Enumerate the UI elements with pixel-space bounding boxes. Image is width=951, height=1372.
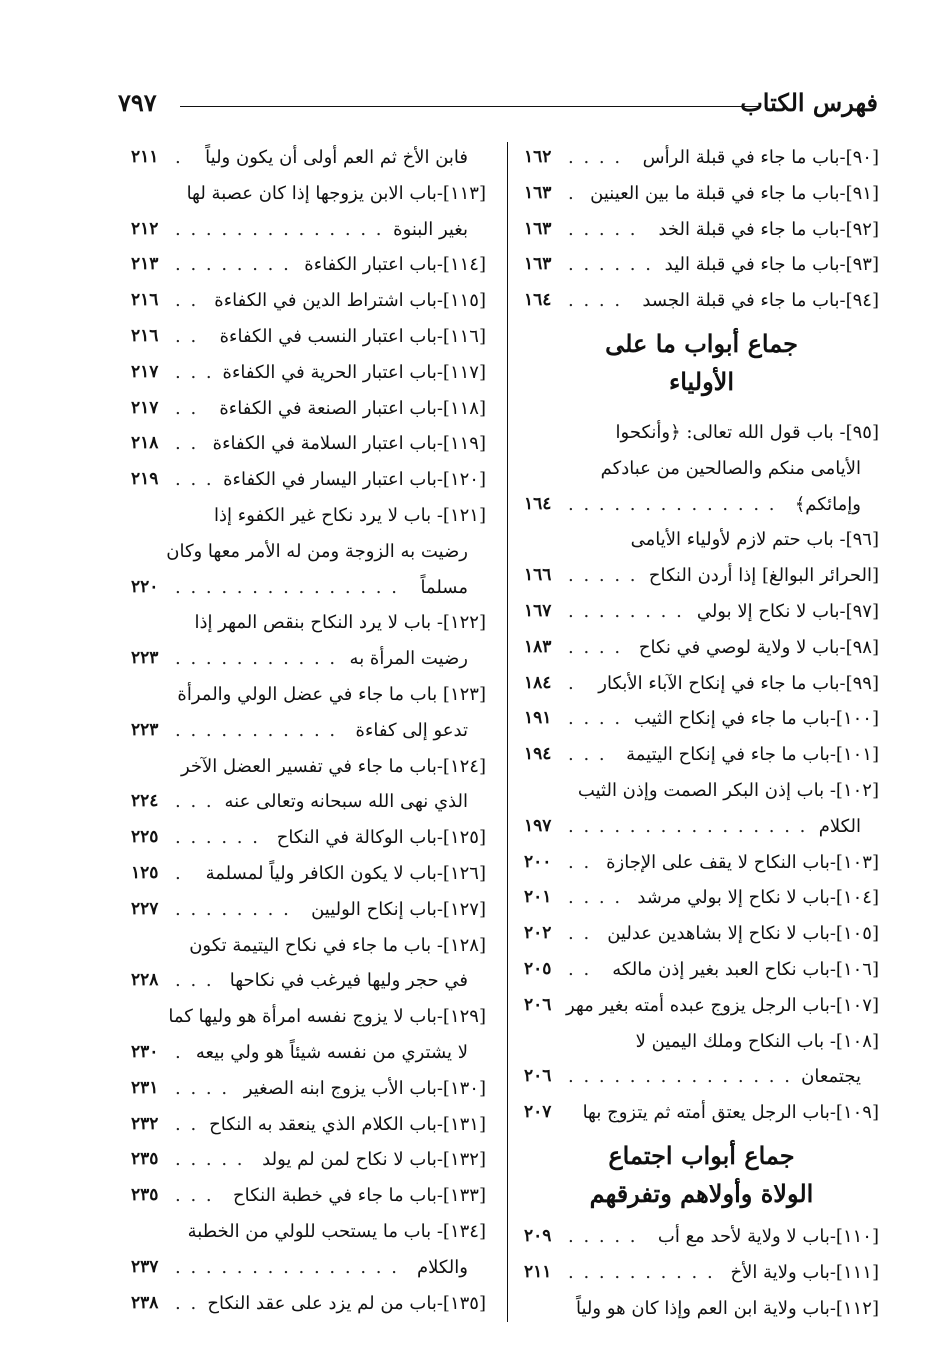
index-entry (524, 594, 879, 630)
entry-page-number: ٢١٦ (131, 325, 159, 346)
index-entry (131, 391, 486, 427)
entry-page-number: ١٨٣ (524, 636, 552, 657)
index-entry (524, 916, 879, 952)
entry-title: [١٠٤]-باب لا نكاح إلا بولي مرشد (637, 887, 879, 909)
index-entry (524, 701, 879, 737)
index-entry (524, 451, 879, 487)
entry-title: [١٠٩]-باب الرجل يعتق أمته ثم يتزوج بها (582, 1102, 879, 1124)
entry-title: [١٢٢]- باب لا يرد النكاح بنقص المهر إذا (194, 612, 486, 634)
entry-page-number: ٢١٦ (131, 290, 159, 311)
leader-dots: . . . (175, 469, 214, 491)
entry-title: [١٠٧]-باب الرجل يزوج عبده أمته بغير مهر (565, 994, 879, 1016)
leader-dots: . . . . . . . . (568, 600, 684, 622)
entry-title: [١٢٤]-باب ما جاء في تفسير العضل الآخر (180, 755, 486, 777)
index-entry (131, 963, 486, 999)
index-entry (131, 283, 486, 319)
entry-title: [١٢١]- باب لا يرد نكاح غير الكفوء إذا (213, 504, 486, 526)
index-entry (524, 283, 879, 319)
entry-title: [١١١]-باب ولاية الأخ (730, 1261, 879, 1283)
entry-title: الكلام (818, 815, 861, 837)
leader-dots: . . . . . . . . . . . . . . . (175, 1256, 399, 1278)
entry-page-number: ٢١١ (524, 1261, 552, 1282)
entry-title: في حجر وليها فيرغب في نكاحها (229, 970, 468, 992)
entry-page-number: ٢٢٣ (131, 648, 159, 669)
page-number: ٧٩٧ (118, 88, 157, 117)
entry-title: [٩٦]- باب حتم لازم لأولياء الأيامى (630, 529, 879, 551)
entry-title: [١١٧]-باب اعتبار الحرية في الكفاءة (222, 361, 486, 383)
leader-dots: . . . . . (568, 565, 638, 587)
index-entry (131, 1178, 486, 1214)
index-entry (131, 247, 486, 283)
entry-title: [١٣٢]-باب لا نكاح لمن لم يولد (262, 1149, 486, 1171)
right-column (524, 140, 879, 1326)
index-entry (524, 1291, 879, 1327)
entry-page-number: ٢٠٦ (524, 994, 552, 1015)
leader-dots: . . . . . . . . . . . . . . . (568, 1066, 792, 1088)
entry-title: [١٠٥]-باب لا نكاح إلا بشاهدين عدلين (607, 923, 879, 945)
section-heading-line: الولاة وأولاهم وتفرقهم (589, 1178, 814, 1208)
index-entry (524, 1024, 879, 1060)
index-entry (524, 988, 879, 1024)
leader-dots: . . . . (568, 290, 623, 312)
leader-dots: . (175, 147, 183, 168)
entry-title: [٩٧]-باب لا نكاح إلا بولي (696, 600, 879, 622)
index-entry (131, 319, 486, 355)
index-entry (524, 1059, 879, 1095)
entry-title: [١٢٥]-باب الوكالة في النكاح (276, 827, 486, 849)
entry-title: [٩٢]-باب ما جاء في قبلة الخد (658, 218, 879, 240)
entry-page-number: ٢٠٠ (524, 851, 552, 872)
entry-title: [١١٩]-باب اعتبار السلامة في الكفاءة (212, 433, 486, 455)
entry-title: [١٢٨]- باب ما جاء في نكاح اليتيمة تكون (189, 934, 486, 956)
leader-dots: . . . . . . (568, 254, 653, 276)
entry-title: [١٢٣] باب ما جاء في عضل الولي والمرأة (177, 683, 486, 705)
header-rule (180, 106, 760, 107)
entry-title: رضيت به الزوجة ومن له الأمر معها وكان (166, 540, 468, 562)
section-heading-line: جماع أبواب اجتماع (608, 1140, 795, 1170)
leader-dots: . . . . . (175, 1149, 245, 1171)
index-entry (524, 1219, 879, 1255)
entry-page-number: ٢١٢ (131, 218, 159, 239)
entry-page-number: ٢٣٢ (131, 1113, 159, 1134)
entry-page-number: ٢٠١ (524, 887, 552, 908)
index-entry (131, 749, 486, 785)
page-header (118, 88, 878, 122)
entry-page-number: ٢١١ (131, 147, 159, 167)
index-entry (524, 630, 879, 666)
index-entry (524, 773, 879, 809)
entry-title: [٩١]-باب ما جاء في قبلة ما بين العينين (590, 182, 879, 204)
entry-page-number: ١٦٤ (524, 290, 552, 311)
entry-title: [٩٥]- باب قول الله تعالى: ﴿وأنكحوا (615, 421, 879, 443)
entry-title: [١٠٣]-باب النكاح لا يقف على الإجازة (606, 851, 879, 873)
entry-page-number: ١٨٤ (524, 672, 552, 693)
index-entry (524, 558, 879, 594)
entry-title: والكلام (416, 1256, 468, 1278)
entry-title: [١٣٥]-باب من لم يزد على عقد النكاح (207, 1292, 486, 1314)
entry-page-number: ١٦٣ (524, 218, 552, 239)
leader-dots: . . . . . . . . (175, 254, 291, 276)
section-heading-line: جماع أبواب ما على (605, 328, 798, 358)
entry-page-number: ٢٠٦ (524, 1066, 552, 1087)
leader-dots: . . (568, 958, 592, 980)
entry-title: [١٠٦]-باب نكاح العبد بغير إذن مالكه (612, 958, 879, 980)
entry-title: مسلماً (420, 576, 468, 598)
entry-title: [٩٣]-باب ما جاء في قبلة اليد (664, 254, 879, 276)
leader-dots: . . . . . . . . . . . . . . . (175, 576, 399, 598)
entry-page-number: ٢٣٥ (131, 1185, 159, 1206)
index-entry (131, 498, 486, 534)
entry-title: [١١٠]-باب لا ولاية لأحد مع أب (657, 1225, 879, 1247)
index-entry (524, 952, 879, 988)
entry-page-number: ٢١٣ (131, 254, 159, 275)
index-entry (131, 1142, 486, 1178)
entry-title: [١٠٢]- باب إذن البكر الصمت وإذن الثيب (577, 779, 879, 801)
index-entry (524, 1255, 879, 1291)
index-entry (131, 784, 486, 820)
leader-dots: . . . (175, 791, 214, 813)
index-entry (524, 880, 879, 916)
entry-title: [الحرائر البوالغ] إذا أردن النكاح (648, 565, 879, 587)
entry-page-number: ٢٣٥ (131, 1149, 159, 1170)
index-entry (131, 1250, 486, 1286)
leader-dots: . . . . (568, 147, 623, 168)
entry-title: [١١٤]-باب اعتبار الكفاءة (304, 254, 486, 276)
entry-title: [٩٠]-باب ما جاء في قبلة الرأس (642, 147, 879, 168)
entry-title: [١٣٠]-باب الأب يزوج ابنه الصغير (243, 1077, 486, 1099)
entry-title: وإمائكم﴾ (794, 493, 861, 515)
index-entry (131, 641, 486, 677)
entry-title: [٩٩]-باب ما جاء في إنكاح الآباء الأبكار (598, 672, 879, 694)
leader-dots: . . . . (568, 708, 623, 730)
leader-dots: . . (175, 325, 199, 347)
entry-page-number: ٢٠٩ (524, 1225, 552, 1246)
leader-dots: . . (175, 397, 199, 419)
leader-dots: . . . . . (568, 218, 638, 240)
leader-dots: . . (568, 923, 592, 945)
leader-dots: . . (175, 433, 199, 455)
index-entry (131, 820, 486, 856)
entry-page-number: ٢٢٧ (131, 898, 159, 919)
leader-dots: . . . . (175, 1077, 230, 1099)
index-entry (131, 570, 486, 606)
index-entry (524, 247, 879, 283)
section-heading-line: الأولياء (668, 366, 735, 396)
leader-dots: . (568, 672, 576, 694)
index-entry (131, 892, 486, 928)
leader-dots: . . (175, 1292, 199, 1314)
entry-page-number: ١٩٤ (524, 744, 552, 765)
entry-page-number: ١٦٢ (524, 147, 552, 167)
entry-page-number: ٢٢٨ (131, 970, 159, 991)
entry-title: [١٢٦]-باب لا يكون الكافر ولياً لمسلمة (205, 862, 486, 884)
leader-dots: . . . . . . (175, 827, 260, 849)
entry-page-number: ٢٢٣ (131, 719, 159, 740)
leader-dots: . . . . (568, 636, 623, 658)
entry-title: [١٣٤]- باب ما يستحب للولي من الخطبة (187, 1220, 486, 1242)
leader-dots: . . . (568, 744, 607, 766)
entry-page-number: ١٩٧ (524, 815, 552, 836)
leader-dots: . . . (175, 1185, 214, 1207)
index-entry (524, 415, 879, 451)
index-entry (524, 737, 879, 773)
entry-page-number: ٢١٩ (131, 469, 159, 490)
entry-title: [٩٤]-باب ما جاء في قبلة الجسد (642, 290, 879, 312)
index-title: فهرس الكتاب (740, 88, 878, 117)
entry-title: لا يشتري من نفسه شيئاً هو ولي بيعه (195, 1041, 468, 1063)
entry-title: رضيت المرأة به (349, 648, 468, 670)
index-entry (131, 713, 486, 749)
entry-page-number: ٢٢٠ (131, 576, 159, 597)
entry-title: [١٣٣]-باب ما جاء في خطبة النكاح (233, 1185, 486, 1207)
entry-title: بغير البنوة (393, 218, 468, 240)
leader-dots: . . . . . . . . . . . . . . . . (568, 815, 808, 837)
entry-title: [١١٥]-باب اشتراط الدين في الكفاءة (214, 290, 486, 312)
entry-title: [١٠٨]- باب النكاح وملك اليمين لا (635, 1030, 879, 1052)
entry-page-number: ١٦٦ (524, 565, 552, 586)
leader-dots: . (568, 182, 576, 204)
index-entry (131, 212, 486, 248)
leader-dots: . . (175, 1113, 199, 1135)
index-entry (131, 1286, 486, 1322)
entry-page-number: ٢٣٧ (131, 1256, 159, 1277)
index-entry (131, 1214, 486, 1250)
entry-page-number: ٢١٧ (131, 361, 159, 382)
index-entry (131, 677, 486, 713)
entry-page-number: ١٦٧ (524, 600, 552, 621)
leader-dots: . . . . . . . . . . . . . . (175, 218, 384, 240)
entry-title: [١٢٠]-باب اعتبار اليسار في الكفاءة (223, 469, 486, 491)
entry-title: [١٠٠]-باب ما جاء في إنكاح الثيب (633, 708, 879, 730)
index-entry (524, 522, 879, 558)
leader-dots: . . . (175, 970, 214, 992)
leader-dots: . . . . (568, 887, 623, 909)
entry-title: [٩٨]-باب لا ولاية لوصي في نكاح (638, 636, 879, 658)
entry-title: تدعو إلى كفاءة (355, 719, 468, 741)
index-entry (131, 928, 486, 964)
leader-dots: . (175, 862, 183, 884)
entry-title: [١٠١]-باب ما جاء في إنكاح اليتيمة (626, 744, 879, 766)
entry-page-number: ٢٣١ (131, 1077, 159, 1098)
entry-page-number: ١٩١ (524, 708, 552, 729)
entry-page-number: ٢٢٥ (131, 827, 159, 848)
index-entry (131, 426, 486, 462)
entry-title: [١٢٧]-باب إنكاح الوليين (311, 898, 486, 920)
index-entry (131, 999, 486, 1035)
leader-dots: . . . (175, 361, 214, 383)
index-entry (524, 176, 879, 212)
leader-dots: . . (175, 290, 199, 312)
leader-dots: . . . . . (568, 1225, 638, 1247)
index-entry (524, 212, 879, 248)
entry-title: الذي نهى الله سبحانه وتعالى عنه (224, 791, 468, 813)
entry-title: [١١٦]-باب اعتبار النسب في الكفاءة (219, 325, 486, 347)
entry-title: [١١٣]-باب الابن يزوجها إذا كان عصبة لها (186, 182, 486, 204)
entry-title: [١١٢]-باب ولاية ابن العم وإذا كان هو ولياً (576, 1297, 879, 1319)
entry-title: [١٢٩]-باب لا يزوج نفسه امرأة هو وليها كما (168, 1006, 486, 1028)
leader-dots: . (175, 1041, 183, 1063)
leader-dots: . . . . . . . . . . (568, 1261, 715, 1283)
entry-page-number: ١٦٣ (524, 182, 552, 203)
entry-page-number: ٢٠٧ (524, 1102, 552, 1123)
index-entry (131, 176, 486, 212)
entry-title: [١٣١]-باب الكلام الذي ينعقد به النكاح (209, 1113, 486, 1135)
entry-title: الأيامى منكم والصالحين من عبادكم (600, 457, 861, 479)
entry-page-number: ١٦٤ (524, 493, 552, 514)
entry-page-number: ٢٣٨ (131, 1292, 159, 1313)
index-entry (524, 845, 879, 881)
leader-dots: . . . . . . . . . . . . . . (568, 493, 777, 515)
entry-page-number: ١٦٣ (524, 254, 552, 275)
entry-page-number: ٢٠٥ (524, 958, 552, 979)
entry-page-number: ٢١٨ (131, 433, 159, 454)
index-entry (131, 605, 486, 641)
column-divider (507, 142, 508, 1322)
index-entry (131, 1071, 486, 1107)
entry-title: يجتمعان (801, 1066, 861, 1088)
leader-dots: . . . . . . . . (175, 898, 291, 920)
entry-page-number: ٢١٧ (131, 397, 159, 418)
entry-title: [١١٨]-باب اعتبار الصنعة في الكفاءة (219, 397, 486, 419)
entry-page-number: ٢٣٠ (131, 1041, 159, 1062)
index-entry (524, 809, 879, 845)
index-entry (131, 1035, 486, 1071)
index-entry (131, 140, 486, 176)
index-entry (131, 1107, 486, 1143)
entry-page-number: ١٢٥ (131, 862, 159, 883)
index-entry (131, 462, 486, 498)
index-entry (524, 140, 879, 176)
index-entry (524, 666, 879, 702)
entry-page-number: ٢٠٢ (524, 923, 552, 944)
leader-dots: . . . . . . . . . . . (175, 719, 338, 741)
index-entry (131, 534, 486, 570)
entry-page-number: ٢٢٤ (131, 791, 159, 812)
leader-dots: . . (568, 851, 592, 873)
index-entry (131, 856, 486, 892)
left-column (131, 140, 486, 1321)
index-entry (131, 355, 486, 391)
leader-dots: . . . . . . . . . . . (175, 648, 338, 670)
index-entry (524, 1095, 879, 1131)
index-entry (524, 487, 879, 523)
entry-title: فابن الأخ ثم العم أولى أن يكون ولياً (205, 147, 468, 168)
